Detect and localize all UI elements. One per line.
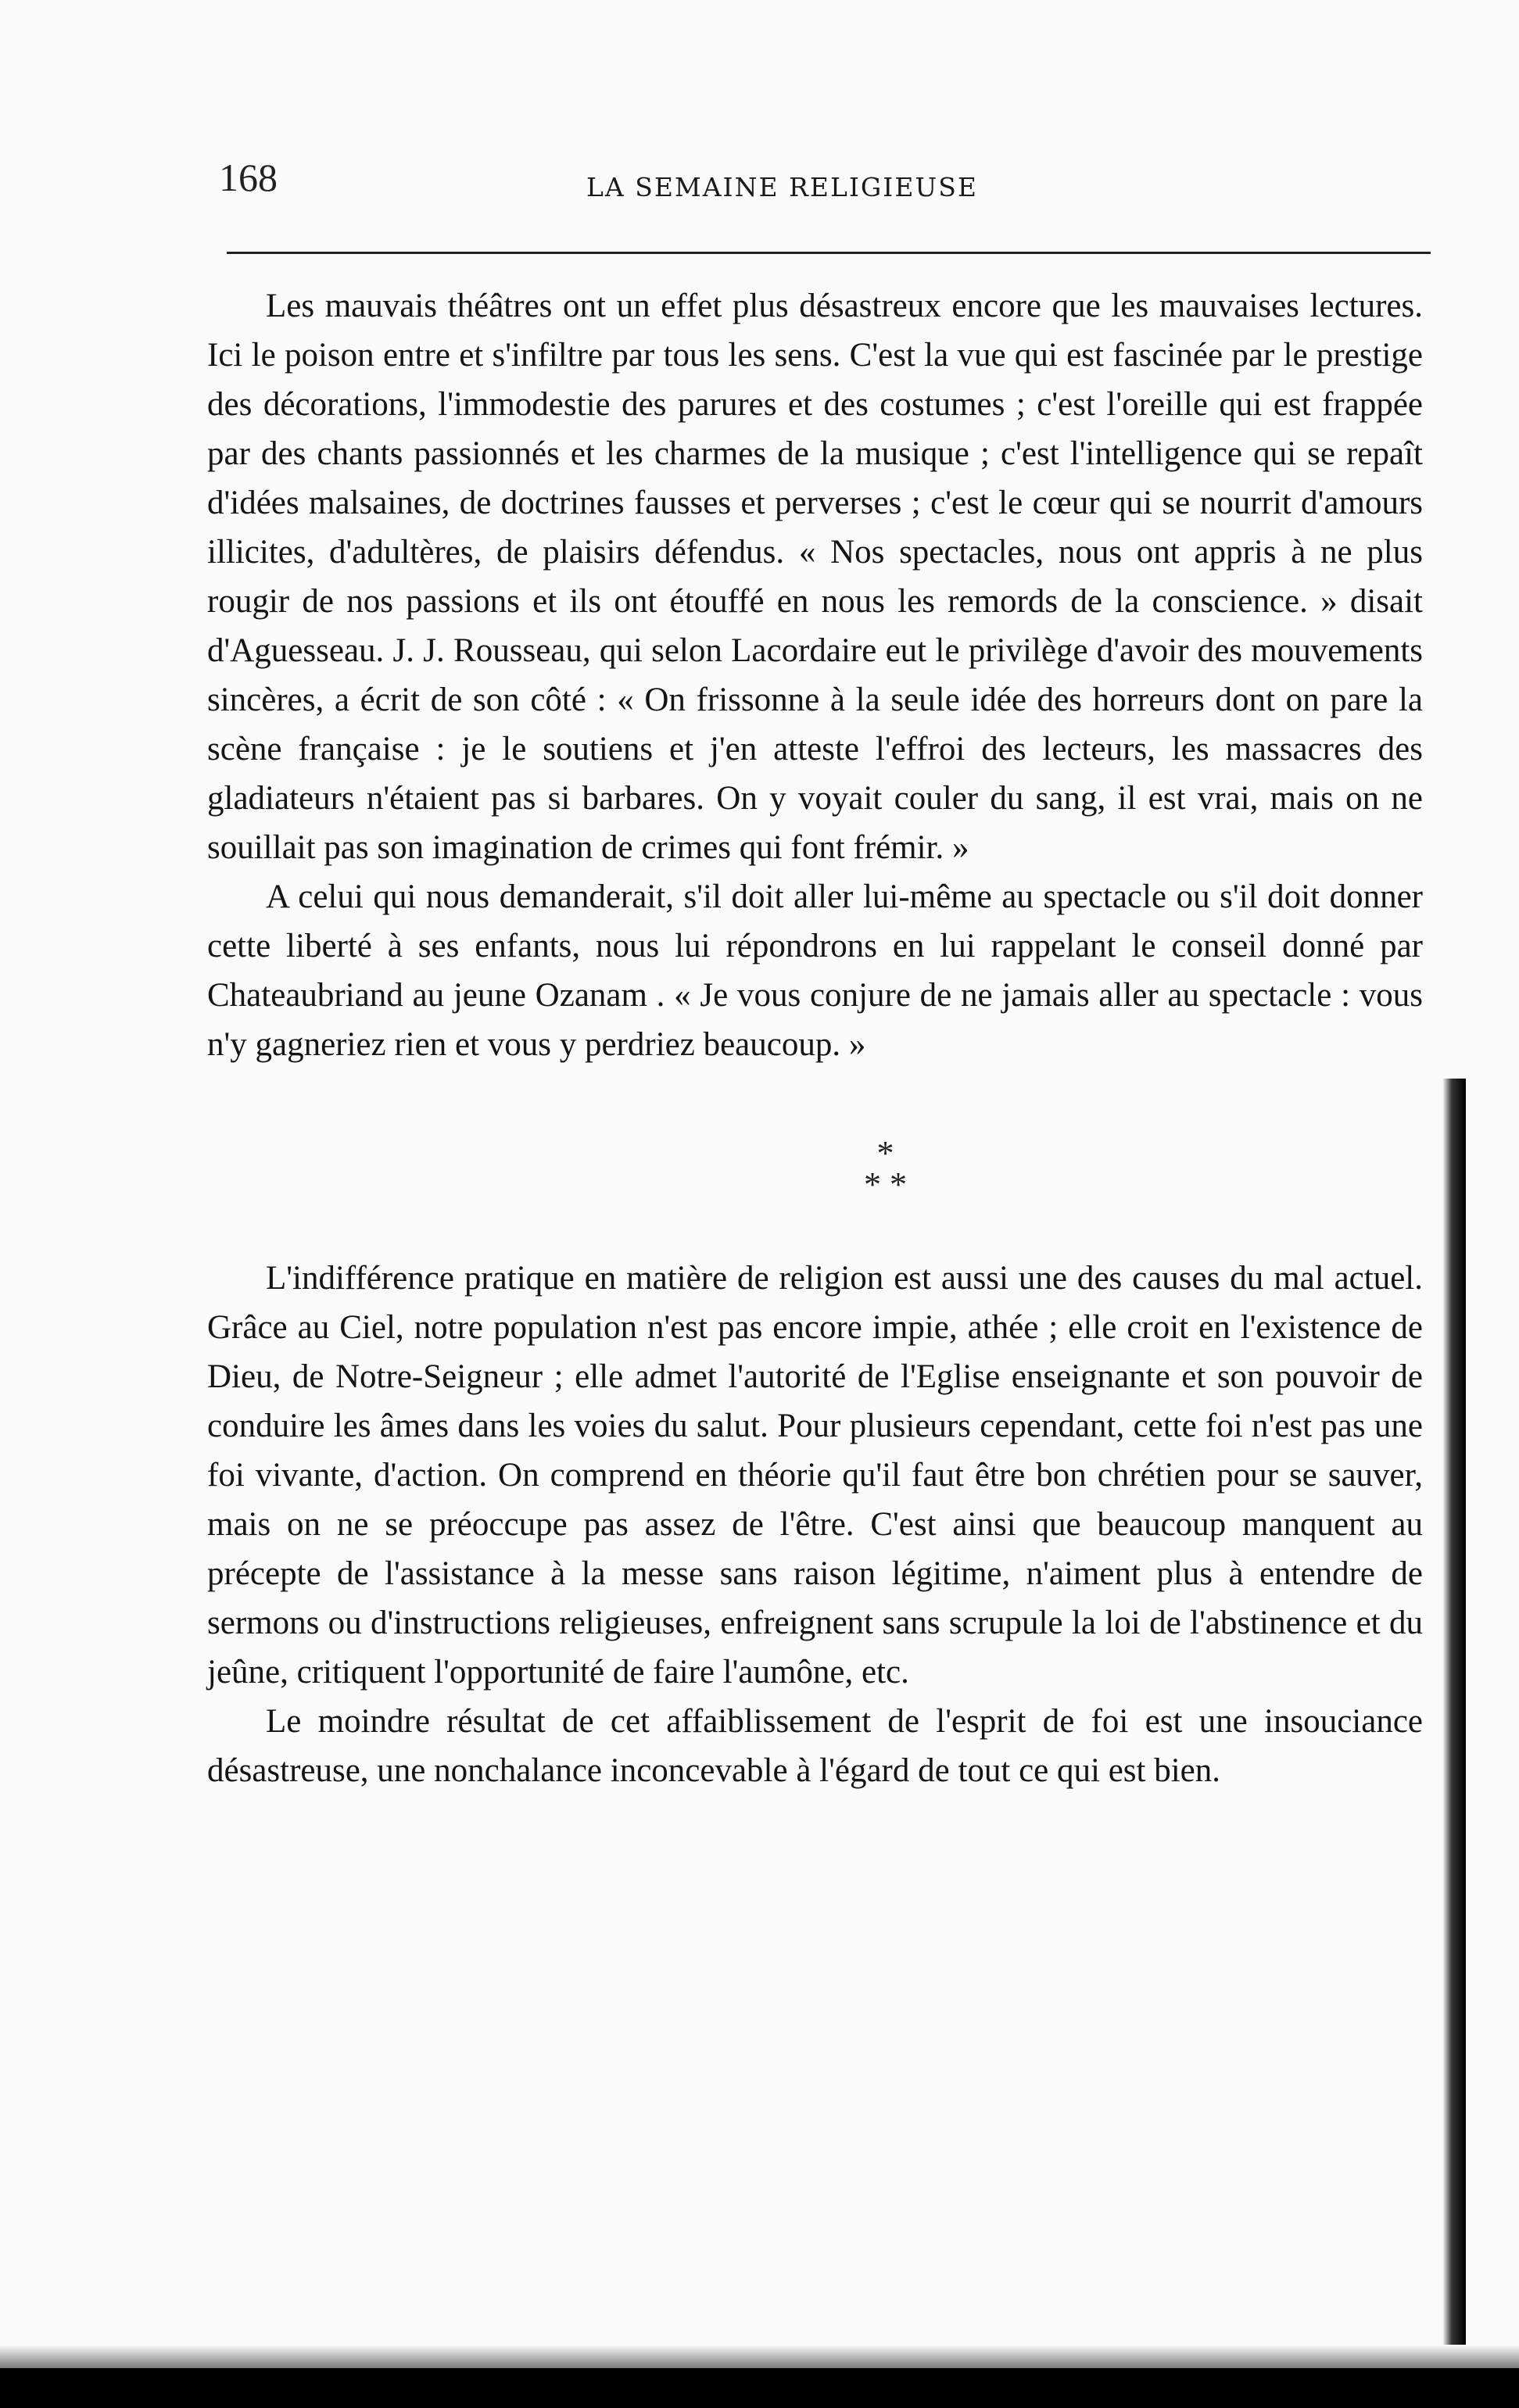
header-rule (227, 252, 1431, 254)
page-header (219, 155, 1431, 217)
paragraph-spectacle: A celui qui nous demanderait, s'il doit aller lui-même au spectacle ou s'il doit donner cette liberté à ses enfants, nous lui répondrons en lui rappelant le conseil donné par Chateaubriand au jeune Ozanam . « Je vous conjure de ne jamais aller au spectacle : vous n'y gagneriez rien et vous y perdriez beaucoup. » (207, 878, 1423, 1063)
scan-bottom-edge (0, 2368, 1519, 2408)
ornament-bottom: * * (864, 1165, 907, 1204)
running-head: LA SEMAINE RELIGIEUSE (586, 172, 978, 202)
page-number: 168 (219, 156, 278, 199)
paragraph-theatres: Les mauvais théâtres ont un effet plus désastreux encore que les mauvaises lectures. Ici le poison entre et s'infiltre par tous les sens. C'est la vue qui est fascinée par le prestige des décorations, l'immodestie des parures et des costumes ; c'est l'oreille qui est frappée par des chants passionnés et les charmes de la musique ; c'est l'intelligence qui se repaît d'idées malsaines, de doctrines fausses et perverses ; c'est le cœur qui se nourrit d'amours illicites, d'adultères, de plaisirs défendus. « Nos spectacles, nous ont appris à ne plus rougir de nos passions et ils ont étouffé en nous les remords de la conscience. » disait d'Aguesseau. J. J. Rousseau, qui selon Lacordaire eut le privilège d'avoir des mouvements sincères, a écrit de son côté : « On frissonne à la seule idée des horreurs dont on pare la scène française : je le soutiens et j'en atteste l'effroi des lecteurs, les massacres des gladiateurs n'étaient pas si barbares. On y voyait couler du sang, il est vrai, mais on ne souillait pas son imagination de crimes qui font frémir. » (207, 288, 1423, 866)
paragraph-indifference: L'indifférence pratique en matière de religion est aussi une des causes du mal actuel. Grâce au Ciel, notre population n'est pas encore impie, athée ; elle croit en l'existence de Dieu, de Notre-Seigneur ; elle admet l'autorité de l'Eglise enseignante et son pouvoir de conduire les âmes dans les voies du salut. Pour plusieurs cependant, cette foi n'est pas une foi vivante, d'action. On comprend en théorie qu'il faut être bon chrétien pour se sauver, mais on ne se préoccupe pas assez de l'être. C'est ainsi que beaucoup manquent au précepte de l'assistance à la messe sans raison légitime, n'aiment plus à entendre de sermons ou d'instructions religieuses, enfreignent sans scrupule la loi de l'abstinence et du jeûne, critiquent l'opportunité de faire l'aumône, etc. (207, 1260, 1423, 1691)
scan-bottom-fade (0, 2345, 1519, 2371)
ornament-top: * (876, 1134, 894, 1172)
paragraph-resultat: Le moindre résultat de cet affaiblissement de l'esprit de foi est une insouciance désastreuse, une nonchalance inconcevable à l'égard de tout ce qui est bien. (207, 1703, 1423, 1789)
body-text (207, 281, 1423, 1795)
asterism-ornament (207, 1134, 1423, 1204)
scan-edge-shadow (1442, 1079, 1466, 2407)
